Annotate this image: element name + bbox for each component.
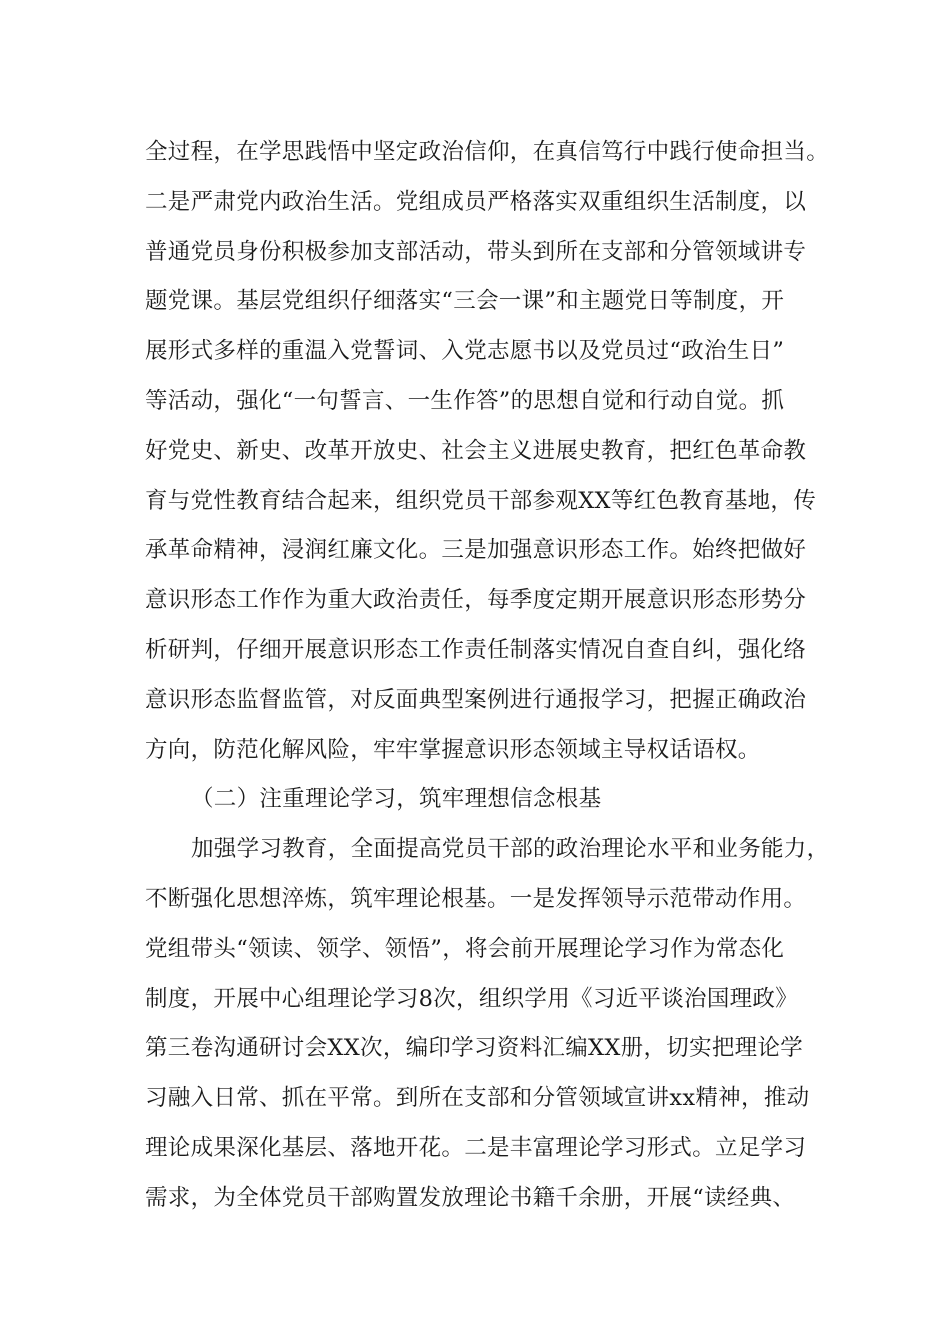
text-line: 题党课。基层党组织仔细落实“三会一课”和主题党日等制度，开 bbox=[145, 288, 785, 315]
text-line: 方向，防范化解风险，牢牢掌握意识形态领域主导权话语权。 bbox=[145, 736, 761, 763]
text-line: 承革命精神，浸润红廉文化。三是加强意识形态工作。始终把做好 bbox=[145, 537, 807, 564]
text-line: 好党史、新史、改革开放史、社会主义进展史教育，把红色革命教 bbox=[145, 437, 807, 464]
text-line: 党组带头“领读、领学、领悟”，将会前开展理论学习作为常态化 bbox=[145, 935, 785, 962]
text-line: （二）注重理论学习，筑牢理想信念根基 bbox=[191, 786, 602, 813]
text-line: 第三卷沟通研讨会XX次，编印学习资料汇编XX册，切实把理论学 bbox=[145, 1035, 804, 1062]
text-line: 等活动，强化“一句誓言、一生作答”的思想自觉和行动自觉。抓 bbox=[145, 387, 785, 414]
text-line: 加强学习教育，全面提高党员干部的政治理论水平和业务能力， bbox=[191, 836, 830, 863]
text-line: 展形式多样的重温入党誓词、入党志愿书以及党员过“政治生日” bbox=[145, 338, 785, 365]
text-line: 育与党性教育结合起来，组织党员干部参观XX等红色教育基地，传 bbox=[145, 487, 817, 514]
text-line: 析研判，仔细开展意识形态工作责任制落实情况自查自纠，强化络 bbox=[145, 636, 807, 663]
text-line: 不断强化思想淬炼，筑牢理论根基。一是发挥领导示范带动作用。 bbox=[145, 885, 807, 912]
text-line: 理论成果深化基层、落地开花。二是丰富理论学习形式。立足学习 bbox=[145, 1134, 807, 1161]
text-line: 习融入日常、抓在平常。到所在支部和分管领域宣讲xx精神，推动 bbox=[145, 1085, 810, 1112]
text-line: 意识形态监督监管，对反面典型案例进行通报学习，把握正确政治 bbox=[145, 686, 807, 713]
text-line: 意识形态工作作为重大政治责任，每季度定期开展意识形态形势分 bbox=[145, 587, 807, 614]
text-line: 需求，为全体党员干部购置发放理论书籍千余册，开展“读经典、 bbox=[145, 1184, 796, 1211]
text-line: 二是严肃党内政治生活。党组成员严格落实双重组织生活制度，以 bbox=[145, 188, 807, 215]
text-line: 制度，开展中心组理论学习8次，组织学用《习近平谈治国理政》 bbox=[145, 985, 799, 1012]
document-body bbox=[145, 128, 835, 1224]
text-line: 全过程，在学思践悟中坚定政治信仰，在真信笃行中践行使命担当。 bbox=[145, 139, 830, 165]
text-line: 普通党员身份积极参加支部活动，带头到所在支部和分管领域讲专 bbox=[145, 238, 807, 265]
